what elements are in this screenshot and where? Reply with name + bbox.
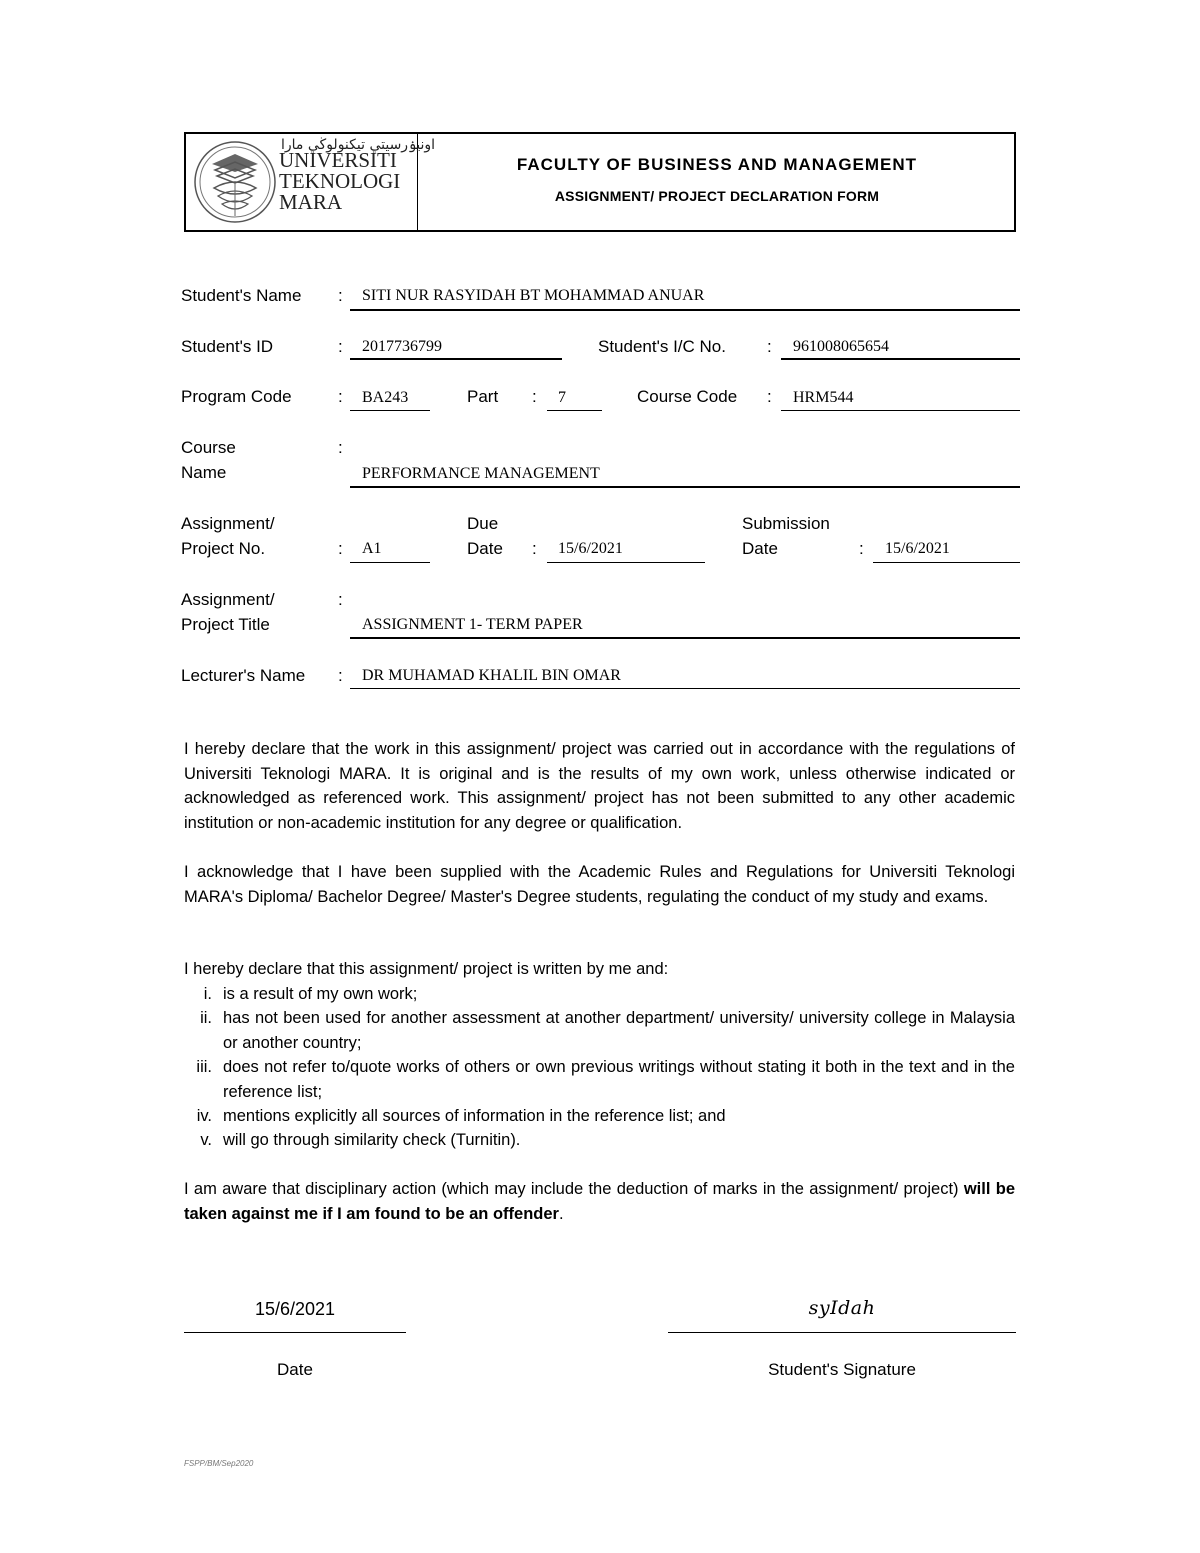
course-code-label: Course Code xyxy=(637,387,738,406)
uitm-crest-icon xyxy=(190,136,280,228)
colon: : xyxy=(532,387,537,406)
part-underline xyxy=(547,410,602,411)
due-date-underline xyxy=(547,562,705,563)
colon: : xyxy=(338,666,343,685)
project-title-label-2: Project Title xyxy=(181,615,270,634)
due-label-1: Due xyxy=(467,514,499,533)
project-title-label-1: Assignment/ xyxy=(181,590,275,609)
student-signature: syIdah xyxy=(808,1297,876,1319)
colon: : xyxy=(859,539,864,558)
ic-label: Student's I/C No. xyxy=(598,337,726,356)
list-item: mentions explicitly all sources of information in the reference list; and xyxy=(223,1107,726,1125)
student-id-value: 2017736799 xyxy=(362,338,442,355)
student-name-underline xyxy=(350,309,1020,311)
signoff-date-value: 15/6/2021 xyxy=(254,1299,336,1319)
lecturer-value: DR MUHAMAD KHALIL BIN OMAR xyxy=(362,667,621,684)
declaration-paragraph-4 xyxy=(184,1177,1015,1226)
list-item: has not been used for another assessment at another department/ university/ university college in Malaysia or another country; xyxy=(223,1009,1015,1052)
colon: : xyxy=(338,539,343,558)
university-arabic-name: اونيۏرسيتي تيكنولوڬي مارا xyxy=(281,137,436,153)
submission-date-underline xyxy=(873,562,1020,563)
colon: : xyxy=(338,286,343,305)
list-item: does not refer to/quote works of others or own previous writings without stating it both in the text and in the reference list; xyxy=(223,1058,1015,1101)
university-name-line-2: TEKNOLOGI xyxy=(279,169,401,193)
assignment-no-label-1: Assignment/ xyxy=(181,514,275,533)
list-item-number: ii. xyxy=(200,1009,212,1027)
course-name-value: PERFORMANCE MANAGEMENT xyxy=(362,465,600,482)
colon: : xyxy=(338,337,343,356)
colon: : xyxy=(338,438,343,457)
date-label: Date xyxy=(277,1360,313,1379)
declaration-paragraph-2: I acknowledge that I have been supplied with the Academic Rules and Regulations for Universiti Teknologi MARA's Diploma/ Bachelor Degree/ Master's Degree students, regulating the conduct of my study and exams. xyxy=(184,863,1015,906)
colon: : xyxy=(338,590,343,609)
course-name-label-2: Name xyxy=(181,463,227,482)
course-code-underline xyxy=(781,410,1020,411)
student-id-underline xyxy=(350,358,562,360)
course-name-underline xyxy=(350,486,1020,488)
assignment-no-label-2: Project No. xyxy=(181,539,266,558)
signature-label: Student's Signature xyxy=(768,1360,916,1379)
student-id-label: Student's ID xyxy=(181,337,274,356)
submission-label-2: Date xyxy=(742,539,778,558)
colon: : xyxy=(338,387,343,406)
declaration-intro: I hereby declare that this assignment/ project is written by me and: xyxy=(184,960,669,978)
signature-line xyxy=(668,1332,1016,1333)
list-item-number: v. xyxy=(200,1131,212,1149)
list-item: will go through similarity check (Turnitin). xyxy=(223,1131,521,1149)
program-code-value: BA243 xyxy=(362,389,409,406)
project-title-value: ASSIGNMENT 1- TERM PAPER xyxy=(362,616,583,633)
colon: : xyxy=(767,387,772,406)
date-signature-line xyxy=(184,1332,406,1333)
part-label: Part xyxy=(467,387,499,406)
submission-date-value: 15/6/2021 xyxy=(885,540,950,557)
program-code-label: Program Code xyxy=(181,387,292,406)
submission-label-1: Submission xyxy=(742,514,830,533)
assignment-no-value: A1 xyxy=(362,540,382,557)
lecturer-underline xyxy=(350,688,1020,689)
lecturer-label: Lecturer's Name xyxy=(181,666,306,685)
form-code: FSPP/BM/Sep2020 xyxy=(184,1459,254,1468)
ic-value: 961008065654 xyxy=(793,338,889,355)
due-date-value: 15/6/2021 xyxy=(558,540,623,557)
program-code-underline xyxy=(350,410,430,411)
project-title-underline xyxy=(350,637,1020,639)
list-item-number: iii. xyxy=(196,1058,212,1076)
university-name xyxy=(279,150,400,213)
faculty-title: FACULTY OF BUSINESS AND MANAGEMENT xyxy=(516,155,918,174)
list-item: is a result of my own work; xyxy=(223,985,418,1003)
ic-underline xyxy=(781,358,1020,360)
university-name-line-1: UNIVERSITI xyxy=(279,148,397,172)
list-item-number: iv. xyxy=(196,1107,212,1125)
declaration-paragraph-1: I hereby declare that the work in this assignment/ project was carried out in accordance with the regulations of Universiti Teknologi MARA. It is original and is the results of my own work, unless otherwise indicated or acknowledged as referenced work. This assignment/ project has not been submitted to any other academic institution or non-academic institution for any degree or qualification. xyxy=(184,740,1015,832)
declaration-p4-end: . xyxy=(558,1204,564,1223)
colon: : xyxy=(532,539,537,558)
form-title: ASSIGNMENT/ PROJECT DECLARATION FORM xyxy=(554,188,880,204)
assignment-no-underline xyxy=(350,562,430,563)
list-item-number: i. xyxy=(203,985,212,1003)
course-name-label-1: Course xyxy=(181,438,236,457)
university-name-line-3: MARA xyxy=(279,190,343,214)
part-value: 7 xyxy=(558,389,566,406)
student-name-value: SITI NUR RASYIDAH BT MOHAMMAD ANUAR xyxy=(362,287,705,304)
student-name-label: Student's Name xyxy=(181,286,302,305)
course-code-value: HRM544 xyxy=(793,389,854,406)
colon: : xyxy=(767,337,772,356)
declaration-p4-bold: will be taken against me if I am found to be an offender xyxy=(184,1180,1015,1223)
due-label-2: Date xyxy=(467,539,503,558)
declaration-p4-start: I am aware that disciplinary action (which may include the deduction of marks in the assignment/ project) xyxy=(184,1180,964,1198)
